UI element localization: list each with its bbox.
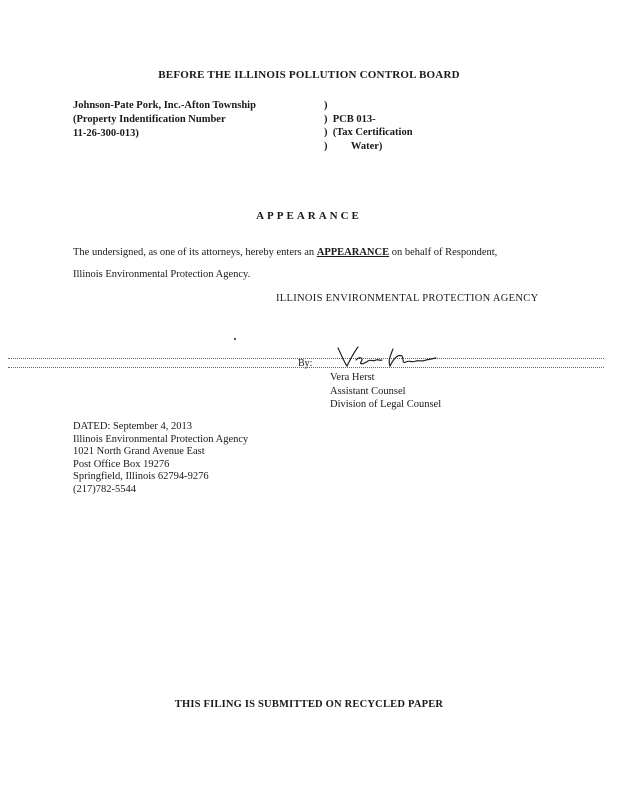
address-line: Post Office Box 19276 <box>73 458 170 470</box>
recycled-paper-footer: THIS FILING IS SUBMITTED ON RECYCLED PAPER <box>174 699 444 710</box>
body-text-before: The undersigned, as one of its attorneys, hereby enters an <box>73 247 317 258</box>
caption-party-line: (Property Indentification Number <box>73 114 226 125</box>
caption-case-line: ) (Tax Certification <box>324 127 413 138</box>
appearance-body <box>73 242 497 286</box>
agency-signature-block: ILLINOIS ENVIRONMENTAL PROTECTION AGENCY <box>276 293 539 304</box>
body-text-after: on behalf of Respondent, <box>389 247 498 258</box>
signer-title: Assistant Counsel <box>330 385 406 397</box>
address-line: Springfield, Illinois 62794-9276 <box>73 471 209 482</box>
phone-line: (217)782-5544 <box>73 483 136 495</box>
signer-block <box>330 371 441 412</box>
body-line-1 <box>73 242 497 264</box>
signature-by-label: By: <box>298 358 313 369</box>
handwritten-signature <box>298 344 448 370</box>
caption-party <box>73 99 256 141</box>
appearance-emphasis: APPEARANCE <box>316 247 390 258</box>
address-line: 1021 North Grand Avenue East <box>73 446 205 457</box>
caption-case-line: ) PCB 013- <box>324 113 376 125</box>
scan-speck <box>234 338 236 340</box>
caption-party-line: Johnson-Pate Pork, Inc.-Afton Township <box>73 100 256 111</box>
body-line-2: Illinois Environmental Protection Agency. <box>73 269 251 280</box>
caption-case-number <box>324 99 413 153</box>
signer-division: Division of Legal Counsel <box>330 399 442 410</box>
dated-address-block <box>73 421 248 496</box>
dated-line: DATED: September 4, 2013 <box>73 421 192 432</box>
address-line: Illinois Environmental Protection Agency <box>73 433 249 445</box>
board-title: BEFORE THE ILLINOIS POLLUTION CONTROL BOARD <box>158 69 460 81</box>
signer-name: Vera Herst <box>330 372 375 383</box>
caption-case-line: ) <box>324 100 328 111</box>
appearance-heading: APPEARANCE <box>256 210 362 222</box>
caption-case-line: ) Water) <box>324 140 383 152</box>
caption-party-line: 11-26-300-013) <box>73 128 139 139</box>
